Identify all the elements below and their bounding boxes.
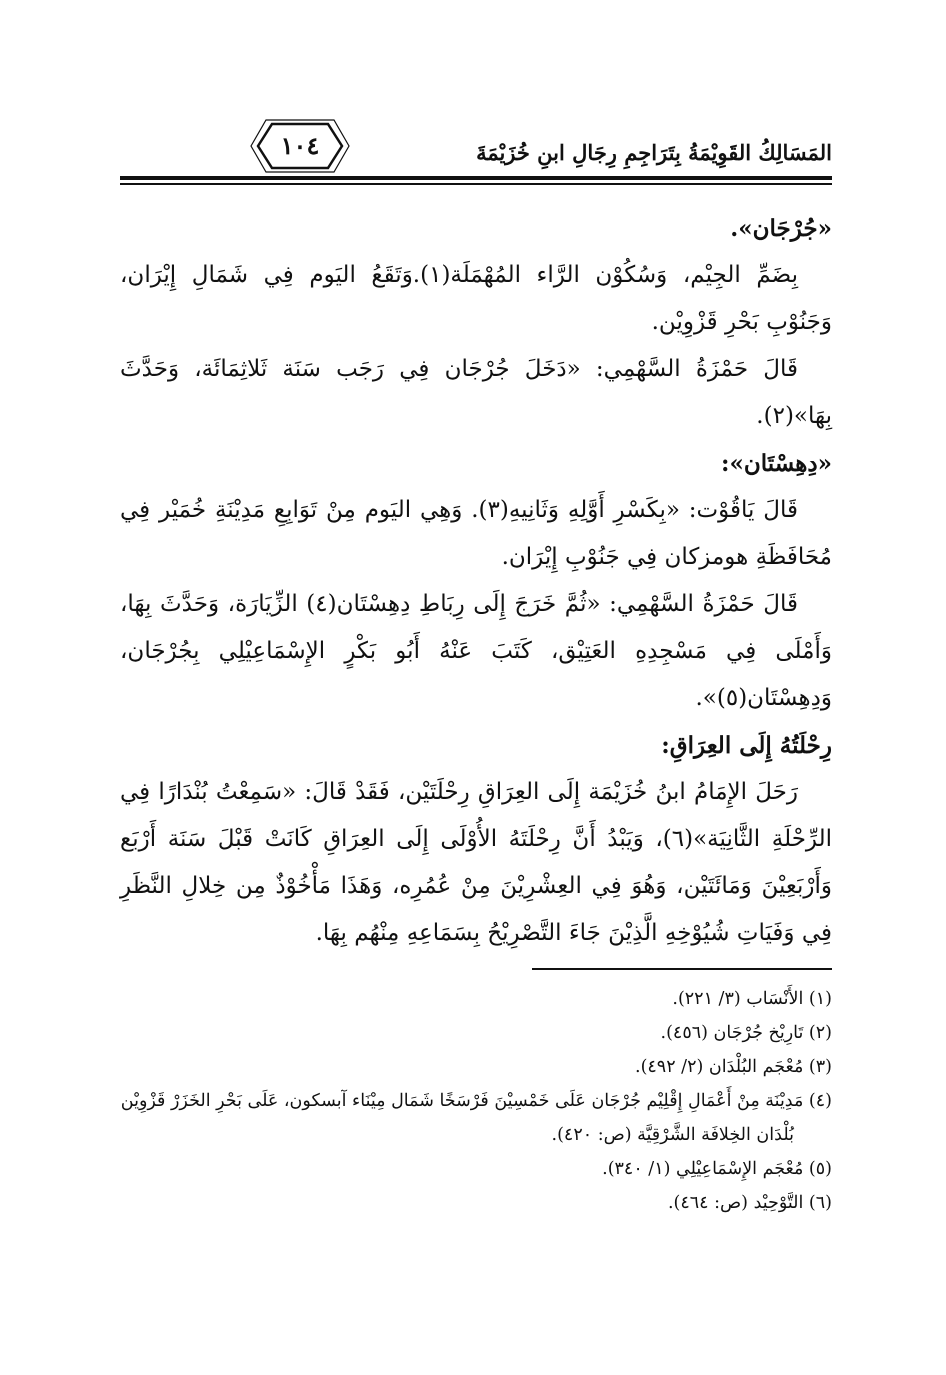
- paragraph-6: قَالَ حَمْزَةُ السَّهْمِي: «ثُمَّ خَرَجَ إِلَى رِبَاطِ دِهِسْتَان(٤) الزِّيَارَة، وَحَدَّثَ بِهَا، وَأَمْلَى فِي مَسْجِدِهِ العَتِيْق، كَتَبَ عَنْهُ أَبُو بَكْرٍ الإِسْمَاعِيْلِي بِجُرْجَان، وَدِهِسْتَان(٥)».: [120, 591, 832, 711]
- section-heading: رِحْلَتُهُ إِلَى العِرَاقِ:: [661, 732, 832, 759]
- page-header: [120, 118, 832, 188]
- footnote-3: (٣) مُعْجَم البُلْدَان (٢/ ٤٩٢).: [635, 1057, 832, 1077]
- footnote-1: (١) الأَنْسَاب (٣/ ٢٢١).: [672, 989, 832, 1009]
- page-number-badge: [250, 118, 350, 174]
- paragraph-3: قَالَ حَمْزَةُ السَّهْمِي: «دَخَلَ جُرْجَان فِي رَجَب سَنَة ثَلاثِمَائَة، وَحَدَّثَ بِهَا»(٢).: [120, 356, 832, 429]
- footnote-4-continued: بُلْدَان الخِلافَة الشَّرْقِيَّة (ص: ٤٢٠).: [551, 1125, 794, 1145]
- footnote-5: (٥) مُعْجَم الإِسْمَاعِيْلِي (١/ ٣٤٠).: [602, 1159, 832, 1179]
- main-text: [120, 205, 832, 957]
- page-number: ١٠٤: [280, 131, 320, 160]
- paragraph-2: بِضَمِّ الجِيْم، وَسُكُوْن الرَّاء المُهْمَلَة(١).وَتَقَعُ اليَوم فِي شَمَالِ إِيْرَان، وَجَنُوْبِ بَحْرِ قَزْوِيْن.: [120, 262, 832, 335]
- running-title: المَسَالِكُ القَوِيْمَةُ بِتَرَاجِمِ رِجَالِ ابنِ خُزَيْمَةَ: [476, 140, 832, 165]
- footnote-2: (٢) تَارِيْخ جُرْجَان (٤٥٦).: [660, 1023, 832, 1043]
- header-rule-thin: [120, 183, 832, 185]
- paragraph-4: «دِهِسْتَان»:: [721, 450, 832, 477]
- footnote-divider: [532, 968, 832, 970]
- footnotes: [120, 982, 832, 1220]
- footnote-4: (٤) مَدِيْنَة مِنْ أَعْمَالِ إِقْلِيْم جُرْجَان عَلَى خَمْسِيْنَ فَرْسَخًا شَمَال مِيْنَاء آبسكون، عَلَى بَحْرِ الخَزَرْ قَزْوِيْن: [120, 1091, 832, 1111]
- book-page: [120, 0, 832, 1375]
- paragraph-5: قَالَ يَاقُوْت: «بِكَسْرِ أَوَّلِهِ وَثَانِيهِ(٣). وَهِي اليَوم مِنْ تَوَابِعِ مَدِيْنَةِ خُمَيْر فِي مُحَافَظَةِ هومزكان فِي جَنُوْبِ إِيْرَان.: [120, 497, 832, 570]
- paragraph-7: رَحَلَ الإِمَامُ ابنُ خُزَيْمَة إِلَى العِرَاقِ رِحْلَتَيْن، فَقَدْ قَالَ: «سَمِعْتُ بُنْدَارًا فِي الرِّحْلَةِ الثَّانِيَة»(٦)، وَيَبْدُ أَنَّ رِحْلَتَهُ الأُوْلَى إِلَى العِرَاقِ كَانَتْ قَبْلَ سَنَة أَرْبَع وَأَرْبَعِيْنَ وَمَائَتَيْن، وَهُوَ فِي العِشْرِيْنَ مِنْ عُمُرِه، وَهَذَا مَأْخُوْذٌ مِن خِلالِ النَّظَرِ فِي وَفَيَاتِ شُيُوْخِهِ الَّذِيْنَ جَاءَ التَّصْرِيْحُ بِسَمَاعِهِ مِنْهُم بِهَا.: [120, 779, 832, 946]
- paragraph-1: «جُرْجَان».: [730, 215, 832, 242]
- footnote-6: (٦) التَّوْحِيْد (ص: ٤٦٤).: [667, 1193, 832, 1213]
- header-rule: [120, 176, 832, 180]
